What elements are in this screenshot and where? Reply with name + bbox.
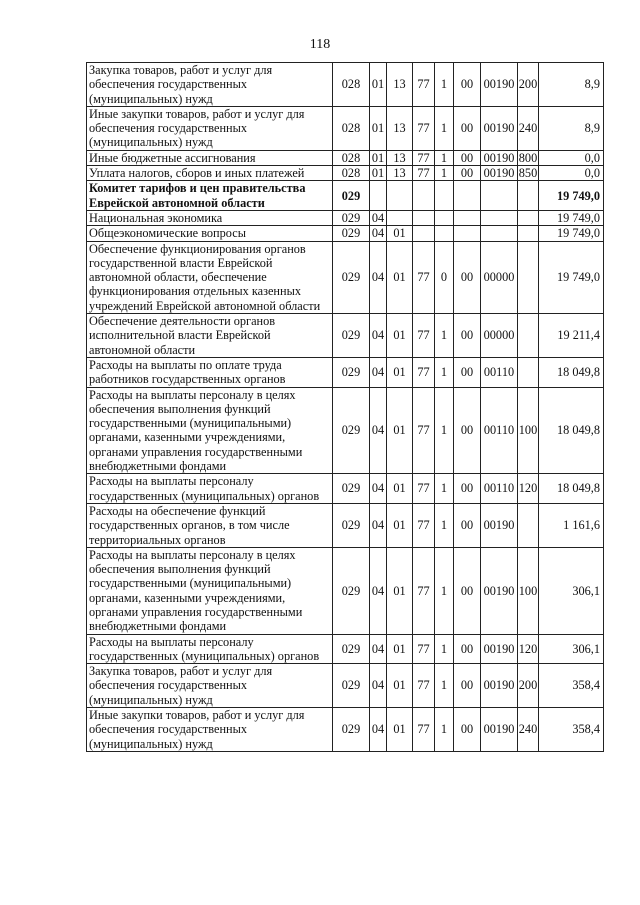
pr-code	[387, 181, 413, 211]
direction-code: 00110	[481, 474, 518, 504]
table-row	[87, 664, 604, 708]
table-row	[87, 547, 604, 634]
rz-code: 04	[370, 226, 387, 241]
gr-code: 029	[333, 226, 370, 241]
pr-code: 13	[387, 166, 413, 181]
table-row	[87, 226, 604, 241]
vr-code	[518, 241, 539, 313]
direction-code: 00190	[481, 634, 518, 664]
rz-code: 04	[370, 314, 387, 358]
row-name: Иные бюджетные ассигнования	[87, 150, 333, 165]
vr-code: 100	[518, 547, 539, 634]
table-row	[87, 150, 604, 165]
table-row	[87, 63, 604, 107]
table-row	[87, 106, 604, 150]
amount: 0,0	[539, 150, 604, 165]
vr-code: 850	[518, 166, 538, 181]
rz-code: 04	[370, 241, 387, 313]
amount: 358,4	[539, 664, 604, 708]
direction-code: 00110	[481, 357, 518, 387]
vr-code: 800	[518, 150, 538, 165]
table-row	[87, 357, 604, 387]
event-code: 00	[454, 664, 481, 708]
amount: 19 749,0	[539, 241, 604, 313]
gr-code: 029	[333, 503, 370, 547]
rz-code	[370, 181, 387, 211]
direction-code: 00000	[481, 241, 518, 313]
gr-code: 029	[333, 634, 370, 664]
pr-code: 13	[387, 150, 413, 165]
amount: 8,9	[539, 63, 604, 107]
rz-code: 01	[370, 63, 387, 107]
vr-code: 200	[518, 664, 539, 708]
pr-code: 01	[387, 314, 413, 358]
vr-code	[518, 314, 539, 358]
event-code: 00	[454, 503, 481, 547]
pr-code: 01	[387, 708, 413, 752]
pr-code: 01	[387, 664, 413, 708]
subprogram-code: 1	[435, 314, 454, 358]
program-code: 77	[413, 387, 435, 474]
gr-code: 028	[333, 150, 370, 165]
pr-code: 01	[387, 474, 413, 504]
row-name: Расходы на выплаты персоналу государственных (муниципальных) органов	[87, 474, 333, 504]
row-name: Закупка товаров, работ и услуг для обеспечения государственных (муниципальных) нужд	[87, 664, 333, 708]
event-code	[454, 181, 481, 211]
program-code: 77	[413, 474, 435, 504]
direction-code: 00190	[481, 63, 518, 107]
vr-code: 100	[518, 387, 539, 474]
program-code: 77	[413, 166, 435, 181]
pr-code: 01	[387, 241, 413, 313]
rz-code: 01	[370, 150, 387, 165]
row-name: Иные закупки товаров, работ и услуг для обеспечения государственных (муниципальных) нужд	[87, 708, 333, 752]
event-code: 00	[454, 634, 481, 664]
program-code: 77	[413, 503, 435, 547]
event-code: 00	[454, 150, 481, 165]
gr-code: 029	[333, 181, 370, 211]
direction-code: 00190	[481, 106, 518, 150]
program-code: 77	[413, 63, 435, 107]
subprogram-code: 1	[435, 387, 454, 474]
rz-code: 01	[370, 106, 387, 150]
direction-code: 00110	[481, 387, 518, 474]
gr-code: 029	[333, 210, 370, 225]
row-name: Иные закупки товаров, работ и услуг для обеспечения государственных (муниципальных) нужд	[87, 106, 333, 150]
gr-code: 028	[333, 63, 370, 107]
pr-code: 01	[387, 547, 413, 634]
vr-code	[518, 181, 539, 211]
row-name: Расходы на выплаты персоналу государственных (муниципальных) органов	[87, 634, 333, 664]
direction-code: 00190	[481, 664, 518, 708]
subprogram-code	[435, 181, 454, 211]
subprogram-code: 1	[435, 474, 454, 504]
table-row	[87, 241, 604, 313]
direction-code	[481, 210, 518, 225]
row-name: Обеспечение деятельности органов исполнительной власти Еврейской автономной области	[87, 314, 333, 358]
subprogram-code: 1	[435, 150, 454, 165]
subprogram-code: 1	[435, 503, 454, 547]
rz-code: 01	[370, 166, 387, 181]
pr-code: 01	[387, 503, 413, 547]
event-code: 00	[454, 474, 481, 504]
subprogram-code: 1	[435, 708, 454, 752]
program-code: 77	[413, 547, 435, 634]
pr-code: 01	[387, 387, 413, 474]
direction-code	[481, 181, 518, 211]
row-name: Закупка товаров, работ и услуг для обеспечения государственных (муниципальных) нужд	[87, 63, 333, 107]
gr-code: 028	[333, 166, 370, 181]
row-name: Расходы на выплаты по оплате труда работников государственных органов	[87, 357, 333, 387]
pr-code: 01	[387, 634, 413, 664]
gr-code: 029	[333, 664, 370, 708]
table-row	[87, 474, 604, 504]
table-row	[87, 314, 604, 358]
gr-code: 028	[333, 106, 370, 150]
row-name: Уплата налогов, сборов и иных платежей	[87, 166, 333, 181]
amount: 18 049,8	[539, 387, 604, 474]
vr-code: 120	[518, 634, 539, 664]
vr-code: 240	[518, 106, 539, 150]
subprogram-code: 1	[435, 664, 454, 708]
table-row	[87, 166, 604, 181]
row-name: Обеспечение функционирования органов государственной власти Еврейской автономной области, обеспечение функционирования отдельных казенных учреждений Еврейской автономной области	[87, 241, 333, 313]
pr-code: 01	[387, 357, 413, 387]
vr-code	[518, 210, 539, 225]
direction-code: 00190	[481, 708, 518, 752]
rz-code: 04	[370, 357, 387, 387]
direction-code: 00190	[481, 166, 518, 181]
pr-code: 13	[387, 63, 413, 107]
program-code: 77	[413, 314, 435, 358]
amount: 19 749,0	[539, 181, 604, 211]
pr-code: 01	[387, 226, 413, 241]
direction-code: 00000	[481, 314, 518, 358]
rz-code: 04	[370, 664, 387, 708]
rz-code: 04	[370, 708, 387, 752]
gr-code: 029	[333, 387, 370, 474]
program-code: 77	[413, 106, 435, 150]
vr-code	[518, 503, 539, 547]
amount: 19 749,0	[539, 226, 604, 241]
amount: 18 049,8	[539, 474, 604, 504]
event-code: 00	[454, 166, 481, 181]
row-name: Расходы на выплаты персоналу в целях обеспечения выполнения функций государственными (муниципальными) органами, казенными учреждениями, органами управления государственными внебюджетными фондами	[87, 547, 333, 634]
direction-code	[481, 226, 518, 241]
event-code: 00	[454, 241, 481, 313]
program-code: 77	[413, 357, 435, 387]
direction-code: 00190	[481, 547, 518, 634]
row-name: Комитет тарифов и цен правительства Еврейской автономной области	[87, 181, 333, 211]
subprogram-code: 1	[435, 106, 454, 150]
table-row	[87, 503, 604, 547]
amount: 18 049,8	[539, 357, 604, 387]
program-code: 77	[413, 150, 435, 165]
subprogram-code: 1	[435, 166, 454, 181]
program-code: 77	[413, 664, 435, 708]
program-code: 77	[413, 241, 435, 313]
amount: 0,0	[539, 166, 604, 181]
program-code	[413, 210, 435, 225]
table-row	[87, 181, 604, 211]
vr-code: 120	[518, 474, 539, 504]
gr-code: 029	[333, 314, 370, 358]
amount: 306,1	[539, 634, 604, 664]
vr-code: 200	[518, 63, 539, 107]
subprogram-code: 0	[435, 241, 454, 313]
gr-code: 029	[333, 708, 370, 752]
event-code: 00	[454, 387, 481, 474]
event-code: 00	[454, 106, 481, 150]
event-code: 00	[454, 63, 481, 107]
budget-table	[86, 62, 604, 752]
gr-code: 029	[333, 241, 370, 313]
event-code: 00	[454, 708, 481, 752]
amount: 8,9	[539, 106, 604, 150]
gr-code: 029	[333, 474, 370, 504]
rz-code: 04	[370, 210, 387, 225]
event-code	[454, 226, 481, 241]
row-name: Расходы на обеспечение функций государственных органов, в том числе территориальных органов	[87, 503, 333, 547]
pr-code	[387, 210, 413, 225]
pr-code: 13	[387, 106, 413, 150]
direction-code: 00190	[481, 150, 518, 165]
event-code	[454, 210, 481, 225]
table-row	[87, 210, 604, 225]
table-row	[87, 634, 604, 664]
event-code: 00	[454, 547, 481, 634]
rz-code: 04	[370, 474, 387, 504]
rz-code: 04	[370, 387, 387, 474]
event-code: 00	[454, 357, 481, 387]
amount: 306,1	[539, 547, 604, 634]
row-name: Общеэкономические вопросы	[87, 226, 333, 241]
page-number: 118	[309, 37, 331, 52]
rz-code: 04	[370, 547, 387, 634]
amount: 19 749,0	[539, 210, 604, 225]
gr-code: 029	[333, 357, 370, 387]
amount: 358,4	[539, 708, 604, 752]
row-name: Национальная экономика	[87, 210, 333, 225]
subprogram-code: 1	[435, 63, 454, 107]
rz-code: 04	[370, 634, 387, 664]
program-code	[413, 226, 435, 241]
program-code: 77	[413, 634, 435, 664]
table-row	[87, 387, 604, 474]
rz-code: 04	[370, 503, 387, 547]
table-row	[87, 708, 604, 752]
subprogram-code	[435, 226, 454, 241]
subprogram-code: 1	[435, 634, 454, 664]
program-code	[413, 181, 435, 211]
subprogram-code: 1	[435, 357, 454, 387]
row-name: Расходы на выплаты персоналу в целях обеспечения выполнения функций государственными (муниципальными) органами, казенными учреждениями, органами управления государственными внебюджетными фондами	[87, 387, 333, 474]
event-code: 00	[454, 314, 481, 358]
direction-code: 00190	[481, 503, 518, 547]
subprogram-code	[435, 210, 454, 225]
vr-code	[518, 226, 539, 241]
vr-code: 240	[518, 708, 539, 752]
program-code: 77	[413, 708, 435, 752]
vr-code	[518, 357, 539, 387]
amount: 1 161,6	[539, 503, 604, 547]
subprogram-code: 1	[435, 547, 454, 634]
amount: 19 211,4	[539, 314, 604, 358]
gr-code: 029	[333, 547, 370, 634]
